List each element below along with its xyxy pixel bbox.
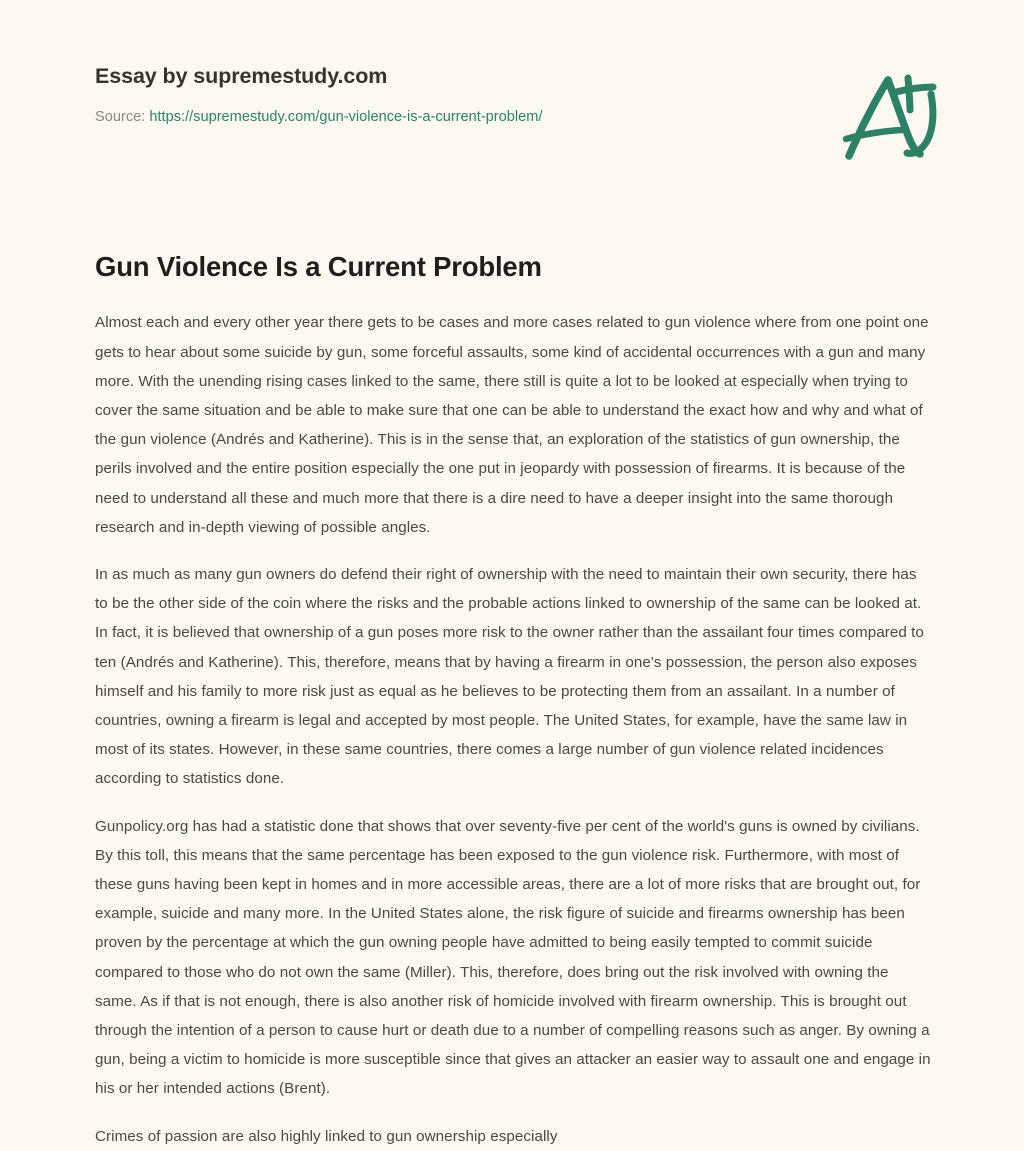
paragraph: Crimes of passion are also highly linked to gun ownership especially	[95, 1127, 558, 1145]
source-line	[95, 90, 949, 127]
paragraph: Almost each and every other year there gets to be cases and more cases related to gun violence where from one point one gets to hear about some suicide by gun, some forceful assaults, some kind of accidental occurrences with a gun and many more. With the unending rising cases linked to the same, there still is quite a lot to be looked at especially when trying to cover the same situation and be able to make sure that one can be able to understand the exact how and why and what of the gun violence (Andrés and Katherine). This is in the sense that, an exploration of the statistics of gun ownership, the perils involved and the entire position especially the one put in jeopardy with possession of firearms. It is because of the need to understand all these and much more that there is a dire need to have a deeper insight into the same thorough research and in-depth viewing of possible angles.	[95, 314, 929, 536]
page-header	[95, 55, 949, 175]
source-url-link[interactable]: https://supremestudy.com/gun-violence-is-a-current-problem/	[149, 108, 543, 125]
byline: Essay by supremestudy.com	[95, 64, 388, 88]
source-label: Source:	[95, 108, 146, 125]
paragraph: In as much as many gun owners do defend their right of ownership with the need to maintain their own security, there has to be the other side of the coin where the risks and the probable actions linked to ownership of the same can be looked at. In fact, it is believed that ownership of a gun poses more risk to the owner rather than the assailant four times compared to ten (Andrés and Katherine). This, therefore, means that by having a firearm in one's possession, the person also exposes himself and his family to more risk just as equal as he believes to be protecting them from an assailant. In a number of countries, owning a firearm is legal and accepted by most people. The United States, for example, have the same law in most of its states. However, in these same countries, there comes a large number of gun violence related incidences according to statistics done.	[95, 566, 924, 788]
paragraph: Gunpolicy.org has had a statistic done that shows that over seventy-five per cent of the world's guns is owned by civilians. By this toll, this means that the same percentage has been exposed to the gun violence risk. Furthermore, with most of these guns having been kept in homes and in more accessible areas, there are a lot of more risks that are brought out, for example, suicide and many more. In the United States alone, the risk figure of suicide and firearms ownership has been proven by the percentage at which the gun owning people have admitted to being easily tempted to commit suicide compared to those who do not own the same (Miller). This, therefore, does bring out the risk involved with owning the same. As if that is not enough, there is also another risk of homicide involved with firearm ownership. This is brought out through the intention of a person to cause hurt or death due to a number of compelling reasons such as anger. By owning a gun, being a victim to homicide is more susceptible since that gives an attacker an easier way to assault one and engage in his or her intended actions (Brent).	[95, 817, 931, 1098]
article-text	[95, 308, 931, 1150]
aplus-logo-icon	[830, 58, 950, 178]
page-title: Gun Violence Is a Current Problem	[95, 251, 542, 282]
document-body	[95, 250, 931, 1151]
